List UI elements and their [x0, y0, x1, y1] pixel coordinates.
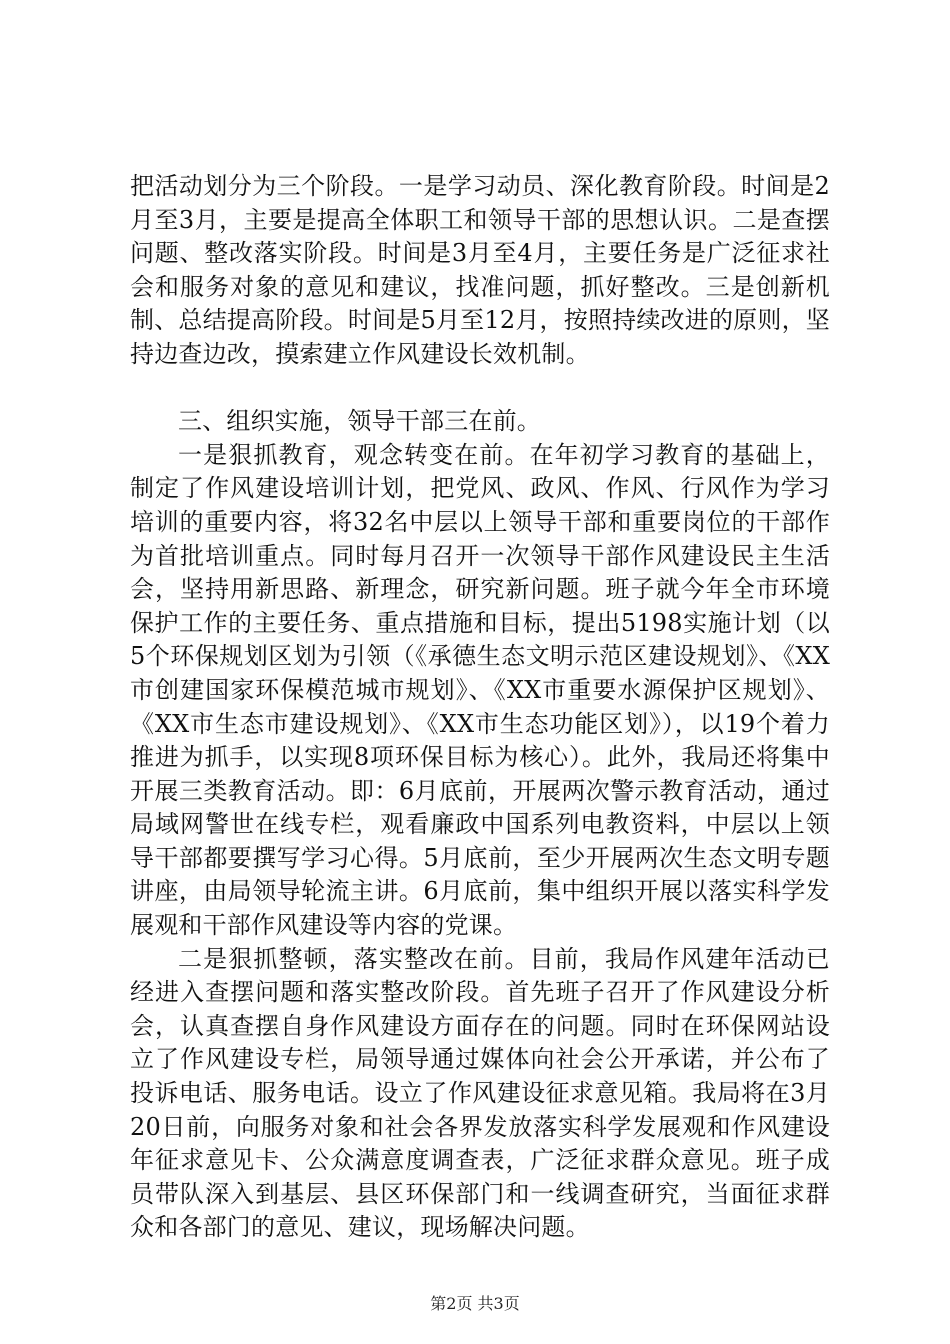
section-heading-organization: 三、组织实施，领导干部三在前。	[178, 407, 541, 436]
paragraph-rectification: 二是狠抓整顿，落实整改在前。目前，我局作风建年活动已经进入查摆问题和落实整改阶段。首先班子召开了作风建设分析会，认真查摆自身作风建设方面存在的问题。同时在环保网站设立了作风建设专栏，局领导通过媒体向社会公开承诺，并公布了投诉电话、服务电话。设立了作风建设征求意见箱。我局将在3月20日前，向服务对象和社会各界发放落实科学发展观和作风建设年征求意见卡、公众满意度调查表，广泛征求群众意见。班子成员带队深入到基层、县区环保部门和一线调查研究，当面征求群众和各部门的意见、建议，现场解决问题。	[130, 944, 830, 1242]
page-footer: 第2页 共3页	[430, 1294, 520, 1313]
document-body	[130, 170, 830, 1245]
paragraph-stages: 把活动划分为三个阶段。一是学习动员、深化教育阶段。时间是2月至3月，主要是提高全体职工和领导干部的思想认识。二是查摆问题、整改落实阶段。时间是3月至4月，主要任务是广泛征求社会和服务对象的意见和建议，找准问题，抓好整改。三是创新机制、总结提高阶段。时间是5月至12月，按照持续改进的原则，坚持边查边改，摸索建立作风建设长效机制。	[130, 172, 830, 368]
paragraph-education: 一是狠抓教育，观念转变在前。在年初学习教育的基础上，制定了作风建设培训计划，把党风、政风、作风、行风作为学习培训的重要内容，将32名中层以上领导干部和重要岗位的干部作为首批培训重点。同时每月召开一次领导干部作风建设民主生活会，坚持用新思路、新理念，研究新问题。班子就今年全市环境保护工作的主要任务、重点措施和目标，提出5198实施计划（以5个环保规划区划为引领（《承德生态文明示范区建设规划》、《XX市创建国家环保模范城市规划》、《XX市重要水源保护区规划》、《XX市生态市建设规划》、《XX市生态功能区划》），以19个着力推进为抓手，以实现8项环保目标为核心）。此外，我局还将集中开展三类教育活动。即：6月底前，开展两次警示教育活动，通过局域网警世在线专栏，观看廉政中国系列电教资料，中层以上领导干部都要撰写学习心得。5月底前，至少开展两次生态文明专题讲座，由局领导轮流主讲。6月底前，集中组织开展以落实科学发展观和干部作风建设等内容的党课。	[130, 440, 830, 940]
